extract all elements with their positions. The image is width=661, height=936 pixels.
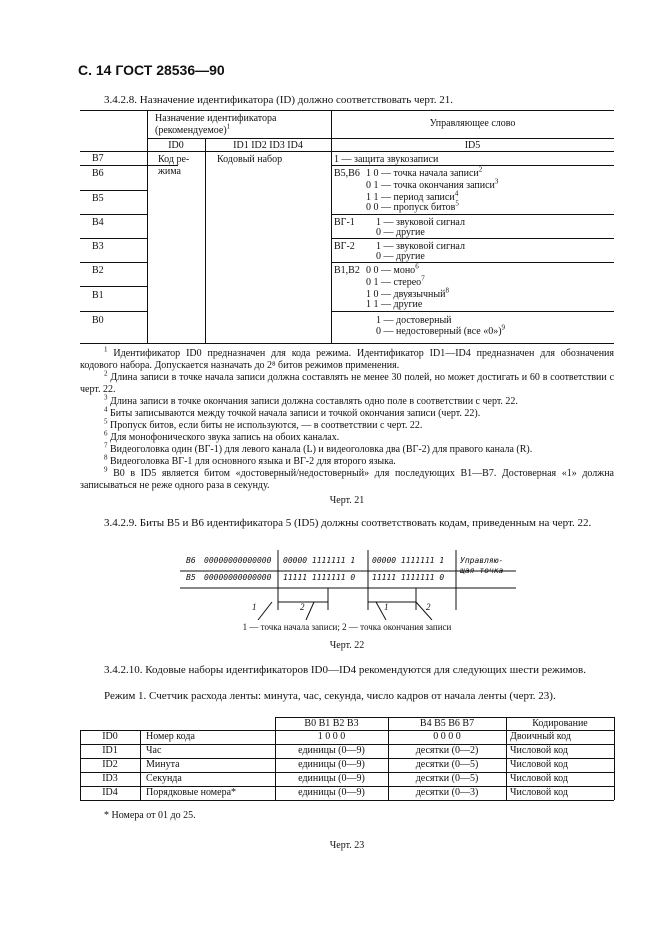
t21-b4-l1: 1 — звуковой сигнал [376, 217, 465, 228]
d22-marker-1: 1 [252, 602, 257, 612]
t23-header-b0-b3: B0 B1 B2 B3 [304, 718, 359, 729]
t21-b65-l3: 1 1 — период записи$^4$ [366, 189, 459, 203]
t23-cell-b03: единицы (0—9) [298, 745, 365, 756]
t23-cell-name: Секунда [146, 773, 182, 784]
t21-id0-text-2: жима [158, 166, 181, 177]
d22-b5-label: B5 [186, 573, 196, 582]
t21-b3-prefix: ВГ-2 [334, 241, 355, 252]
t21-id14-text: Кодовый набор [217, 154, 283, 165]
d22-marker-4: 2 [426, 602, 431, 612]
t21-sub-id0: ID0 [168, 140, 184, 151]
t23-cell-b47: десятки (0—3) [415, 787, 479, 798]
t21-row-b6: B6 [92, 168, 104, 179]
t21-row-b4: B4 [92, 217, 104, 228]
t21-row-b0: B0 [92, 315, 104, 326]
t21-b65-prefix: B5,B6 [334, 168, 360, 179]
t23-cell-name: Номер кода [146, 731, 195, 742]
d22-b6-label: B6 [186, 556, 196, 565]
t21-header-left: Назначение идентификатора (рекомендуемое)$^1$ [155, 113, 277, 136]
d22-legend: 1 — точка начала записи; 2 — точка окончания записи [242, 622, 452, 632]
page-header: С. 14 ГОСТ 28536—90 [78, 62, 225, 78]
t23-cell-coding: Числовой код [510, 759, 568, 770]
t21-row-b7: B7 [92, 153, 104, 164]
t23-cell-b03: 1 0 0 0 [317, 731, 346, 742]
t21-b21-prefix: B1,B2 [334, 265, 360, 276]
t23-cell-coding: Числовой код [510, 787, 568, 798]
d22-marker-3: 1 [384, 602, 389, 612]
d22-c3-top: 00000 1111111 1 [372, 556, 445, 565]
t23-cell-b47: десятки (0—5) [415, 773, 479, 784]
t23-cell-name: Минута [146, 759, 180, 770]
t21-header-right: Управляющее слово [429, 118, 516, 129]
t21-b65-l4: 0 0 — пропуск битов$^5$ [366, 199, 459, 213]
footnote-21: $^8$ Видеоголовка ВГ-1 для основного языка и ВГ-2 для второго языка. [104, 453, 396, 467]
paragraph-3-4-2-8: 3.4.2.8. Назначение идентификатора (ID) должно соответствовать черт. 21. [104, 94, 453, 106]
paragraph-3-4-2-9: 3.4.2.9. Биты B5 и B6 идентификатора 5 (ID5) должны соответствовать кодам, приведенным на черт. 22. [104, 517, 592, 529]
t23-cell-name: Порядковые номера* [146, 787, 237, 798]
t21-b4-l2: 0 — другие [376, 227, 425, 238]
t21-id0-text-1: Код ре- [158, 154, 190, 165]
t23-header-b4-b7: B4 B5 B6 B7 [419, 718, 475, 729]
t21-b21-l4: 1 1 — другие [366, 299, 423, 310]
d22-b6-bits: 00000000000000 [204, 556, 272, 565]
caption-23: Черт. 23 [329, 840, 365, 851]
footnote-21: $^3$ Длина записи в точке окончания записи должна составлять одно поле в соответствии с черт. 22. [104, 393, 518, 407]
t21-b3-l2: 0 — другие [376, 251, 425, 262]
t23-cell-id: ID2 [102, 759, 118, 770]
t21-b21-l1: 0 0 — моно$^6$ [366, 262, 419, 276]
t21-row-b5: B5 [92, 193, 104, 204]
t21-sub-id1-4: ID1 ID2 ID3 ID4 [233, 140, 303, 151]
d22-c3-bot: 11111 1111111 0 [372, 573, 445, 582]
d22-b5-bits: 00000000000000 [204, 573, 272, 582]
t23-cell-b03: единицы (0—9) [298, 759, 365, 770]
t23-cell-id: ID1 [102, 745, 118, 756]
t21-sub-id5: ID5 [464, 140, 481, 151]
footnote-21: $^9$ B0 в ID5 является битом «достоверный/недостоверный» для последующих B1—B7. Достоверная «1» должна записываться не реже одного раза в секунду. [80, 465, 614, 491]
t21-row-b3: B3 [92, 241, 104, 252]
d22-c4-top: Управляю- [460, 556, 504, 565]
marker-1-leader [258, 602, 272, 620]
t21-row-b1: B1 [92, 290, 104, 301]
paragraph-3-4-2-10: 3.4.2.10. Кодовые наборы идентификаторов ID0—ID4 рекомендуются для следующих шести режимов. [104, 664, 586, 676]
t21-b4-prefix: ВГ-1 [334, 217, 355, 228]
marker-2-leader [306, 602, 314, 620]
t23-cell-b47: десятки (0—5) [415, 759, 479, 770]
footnote-21: $^2$ Длина записи в точке начала записи должна составлять не менее 30 полей, но может достигать и 60 в соответствии с черт. 22. [80, 369, 615, 395]
t21-b7-text: 1 — защита звукозаписи [334, 154, 439, 165]
footnote-21: $^7$ Видеоголовка один (ВГ-1) для левого канала (L) и видеоголовка два (ВГ-2) для правого канала (R). [104, 441, 533, 455]
t21-b3-l1: 1 — звуковой сигнал [376, 241, 465, 252]
t21-b21-l3: 1 0 — двуязычный$^8$ [366, 286, 449, 300]
t21-b21-l2: 0 1 — стерео$^7$ [366, 274, 425, 288]
t21-b65-l1: 1 0 — точка начала записи$^2$ [366, 165, 483, 179]
notes-21 [80, 345, 615, 492]
d22-c2-bot: 11111 1111111 0 [283, 573, 356, 582]
t21-b65-l2: 0 1 — точка окончания записи$^3$ [366, 177, 499, 191]
t23-cell-b03: единицы (0—9) [298, 787, 365, 798]
t23-cell-id: ID0 [102, 731, 118, 742]
t23-cell-b47: 0 0 0 0 [433, 731, 461, 742]
t23-header-coding: Кодирование [532, 718, 588, 729]
caption-22: Черт. 22 [329, 640, 365, 651]
t23-cell-coding: Числовой код [510, 745, 568, 756]
d22-c4-bot: щая точка [460, 566, 504, 575]
t23-cell-id: ID4 [102, 787, 118, 798]
note-23: * Номера от 01 до 25. [104, 810, 196, 821]
d22-marker-2: 2 [300, 602, 305, 612]
t23-cell-id: ID3 [102, 773, 118, 784]
footnote-21: $^5$ Пропуск битов, если биты не используются, — в соответствии с черт. 22. [104, 417, 423, 431]
t23-cell-b47: десятки (0—2) [415, 745, 479, 756]
t21-b0-l2: 0 — недостоверный (все «0»)$^9$ [376, 323, 506, 337]
d22-c2-top: 00000 1111111 1 [283, 556, 356, 565]
t23-cell-b03: единицы (0—9) [298, 773, 365, 784]
paragraph-mode-1: Режим 1. Счетчик расхода ленты: минута, час, секунда, число кадров от начала ленты (черт. 23). [104, 690, 556, 702]
caption-21: Черт. 21 [329, 495, 365, 506]
footnote-21: $^4$ Биты записываются между точкой начала записи и точкой окончания записи (черт. 22). [104, 405, 481, 419]
t21-b0-l1: 1 — достоверный [376, 315, 452, 326]
t23-cell-coding: Числовой код [510, 773, 568, 784]
footnote-21: $^1$ Идентификатор ID0 предназначен для кода режима. Идентификатор ID1—ID4 предназначен для обозначения кодового набора. Допускается назначать до 2⁸ битов режимов применения. [80, 345, 615, 371]
t23-cell-coding: Двоичный код [510, 731, 571, 742]
t21-row-b2: B2 [92, 265, 104, 276]
footnote-21: $^6$ Для монофонического звука запись на обоих каналах. [104, 429, 340, 443]
t23-cell-name: Час [146, 745, 162, 756]
